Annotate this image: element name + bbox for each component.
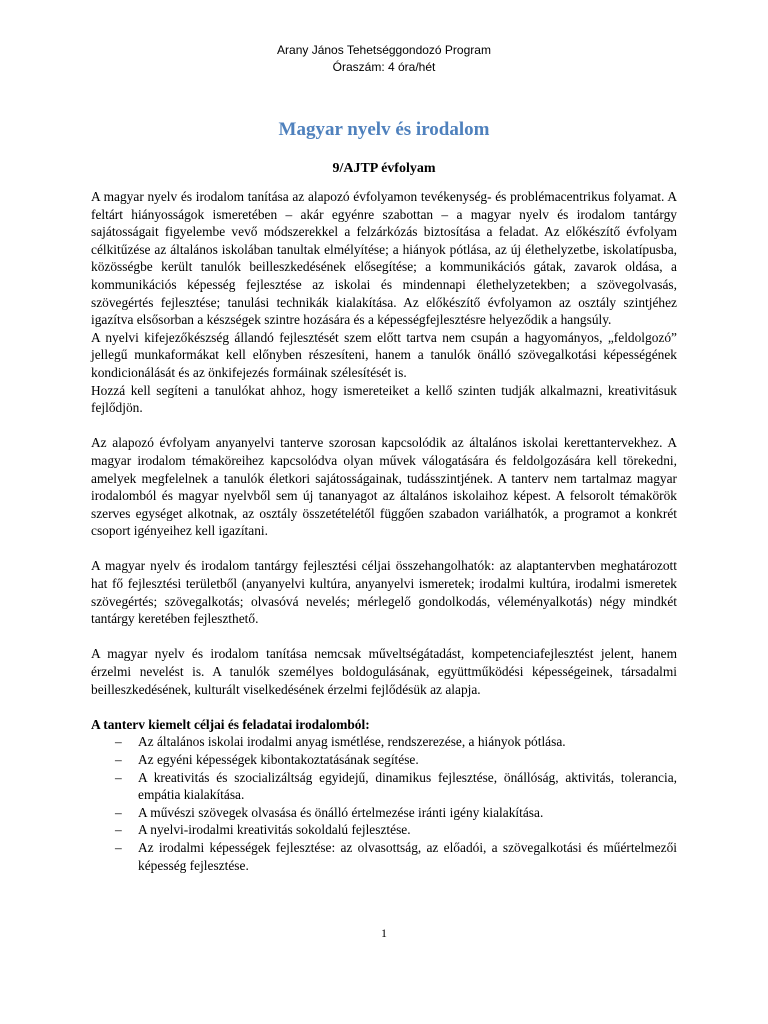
bullet-marker: – — [115, 822, 122, 838]
list-item-text: A kreativitás és szocializáltság egyidejű, dinamikus fejlesztése, önállóság, aktivitás, tolerancia, empátia kialakítása. — [138, 769, 677, 803]
header-program-name: Arany János Tehetséggondozó Program — [277, 43, 491, 57]
list-item-text: A művészi szövegek olvasása és önálló értelmezése iránti igény kialakítása. — [138, 804, 544, 820]
list-item — [91, 751, 677, 769]
list-item — [91, 733, 677, 751]
paragraph-expression: A nyelvi kifejezőkészség állandó fejlesztését szem előtt tartva nem csupán a hagyományos, „feldolgozó” jellegű munkaformákat kell előnyben részesíteni, hanem a tanulók önálló szövegalkotási képességének kondicionálását és az önkifejezés formáinak szélesítését is. — [91, 329, 677, 380]
goals-list — [91, 733, 677, 874]
section-title: A tanterv kiemelt céljai és feladatai irodalomból: — [91, 716, 370, 732]
list-item-text: Az irodalmi képességek fejlesztése: az olvasottság, az előadói, a szövegalkotási és műértelmezői képesség fejlesztése. — [138, 839, 677, 873]
paragraph-development-goals: A magyar nyelv és irodalom tantárgy fejlesztési céljai összehangolhatók: az alaptantervben meghatározott hat fő fejlesztési területből (anyanyelvi kultúra, anyanyelvi ismeretek; irodalmi kultúra, irodalmi ismeretek szövegértés; szövegalkotás; olvasóvá nevelés; mérlegelő gondolkodás, véleményalkotás) négy mindkét tantárgy keretében fejleszthető. — [91, 558, 677, 627]
bullet-marker: – — [115, 734, 122, 750]
list-item — [91, 839, 677, 874]
list-item — [91, 821, 677, 839]
paragraph-emotional-education: A magyar nyelv és irodalom tanítása nemcsak műveltségátadást, kompetenciafejlesztést jelent, hanem érzelmi nevelést is. A tanulók személyes boldogulásának, együttműködési képességeinek, társadalmi beilleszkedésének, kulturált viselkedésének érzelmi fejlődésük az alapja. — [91, 646, 677, 697]
paragraph-application: Hozzá kell segíteni a tanulókat ahhoz, hogy ismereteiket a kellő szinten tudják alkalmazni, kreativitásuk fejlődjön. — [91, 382, 677, 416]
list-item-text: Az általános iskolai irodalmi anyag ismétlése, rendszerezése, a hiányok pótlása. — [138, 734, 566, 750]
page-title: Magyar nyelv és irodalom — [278, 119, 490, 140]
paragraph-intro: A magyar nyelv és irodalom tanítása az alapozó évfolyamon tevékenység- és problémacentrikus folyamat. A feltárt hiányosságok ismeretében – akár egyénre szabottan – a magyar nyelv és irodalom tantárgy sajátosságait figyelembe vevő módszerekkel a felzárkózás biztosítása a feladat. Az előkészítő évfolyam célkitűzése az általános iskolában tanultak elmélyítése; a hiányok pótlása, az új élethelyzetbe, iskolatípusba, közösségbe került tanulók beilleszkedésének elősegítése; a kommunikációs gátak, zavarok oldása, a kommunikációs képesség fejlesztése az iskolai és mindennapi élethelyzetekben; a szövegolvasás, szövegértés fejlesztése; tanulási technikák kialakítása. Az előkészítő évfolyamon az osztály szintjéhez igazítva elsősorban a készségek szintre hozására és a képességfejlesztésre helyeződik a hangsúly. — [91, 189, 677, 328]
page-subtitle: 9/AJTP évfolyam — [332, 161, 436, 176]
bullet-marker: – — [115, 839, 122, 855]
document-body — [91, 188, 677, 874]
list-item — [91, 804, 677, 822]
page-number: 1 — [381, 926, 387, 940]
list-item-text: A nyelvi-irodalmi kreativitás sokoldalú fejlesztése. — [138, 822, 411, 838]
bullet-marker: – — [115, 752, 122, 767]
bullet-marker: – — [115, 769, 122, 785]
list-item — [91, 769, 677, 804]
paragraph-curriculum: Az alapozó évfolyam anyanyelvi tanterve szorosan kapcsolódik az általános iskolai kerettantervekhez. A magyar irodalom témaköreihez kapcsolódva olyan művek válogatására és feldolgozására kell törekedni, amelyek megfelelnek a tanulók életkori sajátosságainak, tudásszintjének. A tanterv nem tartalmaz magyar irodalomból és magyar nyelvből sem új tananyagot az általános iskolaihoz képest. A felsorolt témakörök szerves egységet alkotnak, az osztály összetételétől függően szabadon variálhatók, a programot a konkrét csoport igényeihez kell igazítani. — [91, 435, 677, 539]
list-item-text: Az egyéni képességek kibontakoztatásának segítése. — [138, 752, 419, 767]
bullet-marker: – — [115, 804, 122, 820]
header-hours: Óraszám: 4 óra/hét — [332, 60, 436, 74]
